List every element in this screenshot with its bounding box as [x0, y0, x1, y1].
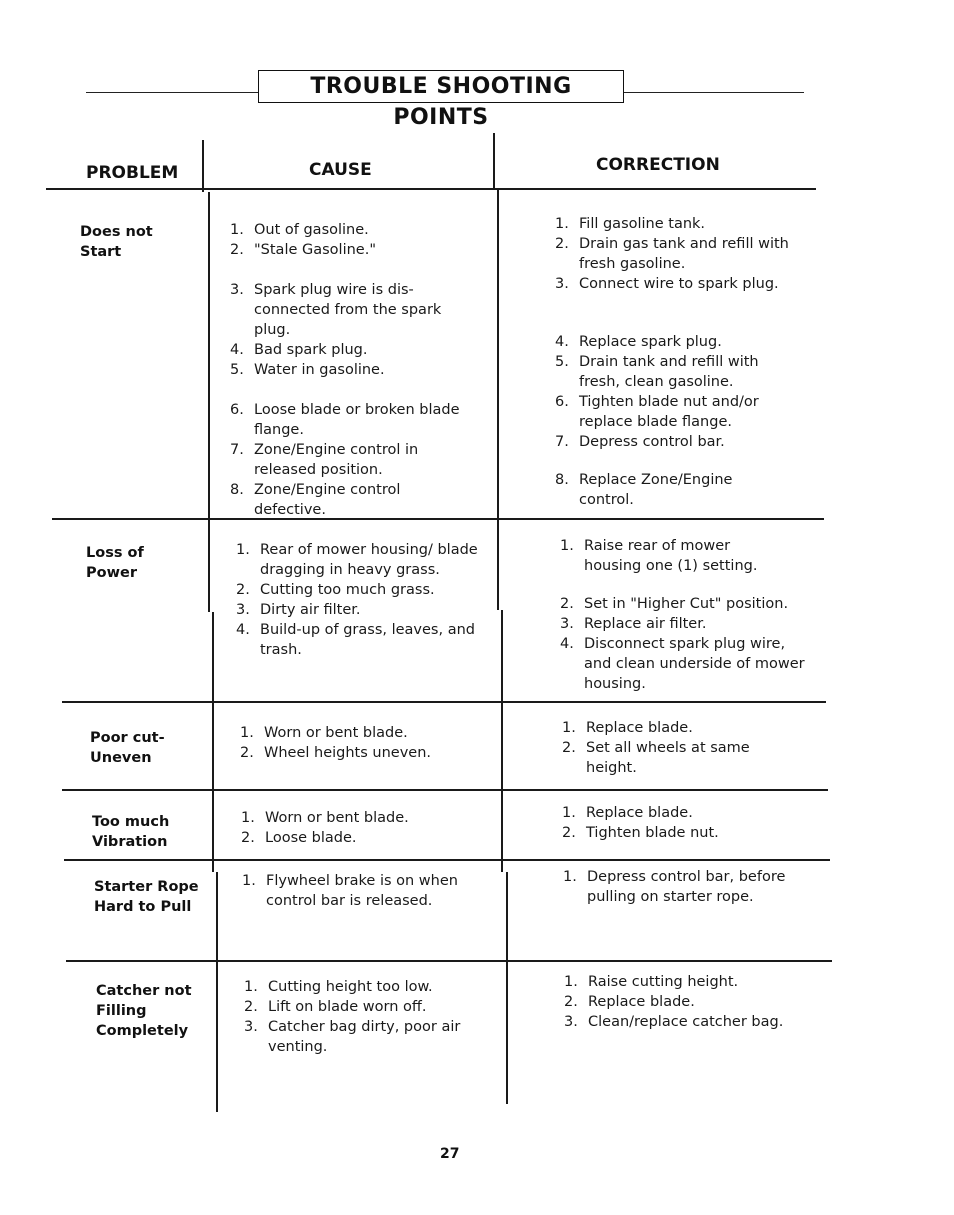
list-item: 1. Fill gasoline tank. — [555, 216, 706, 232]
problem-label: Catcher not Filling Completely — [96, 983, 192, 1039]
list-item: 3. Catcher bag dirty, poor air venting. — [244, 1019, 461, 1055]
problem-label: Starter Rope Hard to Pull — [94, 879, 199, 915]
list-item: 1. Raise cutting height. — [564, 974, 739, 990]
list-item: 3. Spark plug wire is dis-connected from the spark plug. — [230, 282, 442, 338]
divider-cause-correction-body — [497, 190, 499, 610]
list-item: 1. Flywheel brake is on when control bar is released. — [242, 873, 458, 909]
list-item: 4. Build-up of grass, leaves, and trash. — [236, 622, 475, 658]
cause-list — [240, 723, 480, 763]
list-item: 8. Replace Zone/Engine control. — [555, 472, 733, 508]
list-item: 8. Zone/Engine control defective. — [230, 482, 401, 518]
row-rule — [62, 789, 828, 791]
cause-list — [241, 808, 481, 848]
problem-label: Too much Vibration — [92, 814, 170, 850]
row-rule — [66, 960, 832, 962]
list-item: 7. Depress control bar. — [555, 434, 725, 450]
list-item: 3. Dirty air filter. — [236, 602, 361, 618]
list-item: 2. "Stale Gasoline." — [230, 242, 376, 258]
list-item: 1. Replace blade. — [562, 805, 693, 821]
list-item: 4. Disconnect spark plug wire, and clean underside of mower housing. — [560, 636, 805, 692]
header-problem: PROBLEM — [86, 163, 179, 183]
list-item: 2. Set all wheels at same height. — [562, 740, 750, 776]
list-item: 2. Loose blade. — [241, 830, 357, 846]
list-item: 1. Raise rear of mower housing one (1) setting. — [560, 538, 758, 574]
list-item: 2. Replace blade. — [564, 994, 695, 1010]
title-rule-right — [624, 92, 804, 93]
title-rule-left — [86, 92, 258, 93]
header-cause: CAUSE — [309, 160, 372, 180]
list-item: 2. Wheel heights uneven. — [240, 745, 431, 761]
list-item: 1. Worn or bent blade. — [240, 725, 408, 741]
list-item: 3. Replace air filter. — [560, 616, 707, 632]
correction-list — [564, 972, 804, 1032]
correction-list — [560, 536, 805, 694]
list-item: 7. Zone/Engine control in released position. — [230, 442, 419, 478]
correction-list — [555, 214, 795, 510]
divider-cause-correction-body — [501, 610, 503, 872]
row-rule — [62, 701, 826, 703]
list-item: 2. Drain gas tank and refill with fresh gasoline. — [555, 236, 789, 272]
problem-label: Poor cut- Uneven — [90, 730, 165, 766]
cause-list — [244, 977, 484, 1057]
list-item: 2. Lift on blade worn off. — [244, 999, 427, 1015]
list-item: 1. Depress control bar, before pulling on starter rope. — [563, 869, 786, 905]
list-item: 2. Set in "Higher Cut" position. — [560, 596, 789, 612]
row-rule — [64, 859, 830, 861]
list-item: 6. Tighten blade nut and/or replace blade flange. — [555, 394, 759, 430]
list-item: 1. Replace blade. — [562, 720, 693, 736]
divider-cause-correction-body — [506, 872, 508, 1104]
correction-list — [562, 718, 802, 778]
problem-label: Loss of Power — [86, 545, 144, 581]
row-rule-header — [46, 188, 816, 190]
list-item: 4. Replace spark plug. — [555, 334, 722, 350]
list-item: 2. Tighten blade nut. — [562, 825, 719, 841]
divider-problem-cause — [202, 140, 204, 192]
list-item: 1. Worn or bent blade. — [241, 810, 409, 826]
cause-list — [242, 871, 482, 911]
divider-problem-cause-body — [216, 872, 218, 1112]
divider-problem-cause-body — [208, 192, 210, 612]
list-item: 5. Water in gasoline. — [230, 362, 385, 378]
page-title: TROUBLE SHOOTING POINTS — [258, 70, 624, 103]
list-item: 5. Drain tank and refill with fresh, clean gasoline. — [555, 354, 759, 390]
list-item: 1. Out of gasoline. — [230, 222, 369, 238]
list-item: 1. Rear of mower housing/ blade dragging in heavy grass. — [236, 542, 478, 578]
list-item: 3. Clean/replace catcher bag. — [564, 1014, 784, 1030]
list-item: 6. Loose blade or broken blade flange. — [230, 402, 460, 438]
divider-cause-correction — [493, 133, 495, 189]
divider-problem-cause-body — [212, 612, 214, 872]
cause-list — [230, 220, 470, 520]
header-correction: CORRECTION — [596, 155, 720, 175]
problem-label: Does not Start — [80, 224, 153, 260]
cause-list — [236, 540, 476, 660]
list-item: 1. Cutting height too low. — [244, 979, 433, 995]
correction-list — [562, 803, 802, 843]
correction-list — [563, 867, 803, 907]
list-item: 2. Cutting too much grass. — [236, 582, 435, 598]
list-item: 4. Bad spark plug. — [230, 342, 368, 358]
list-item: 3. Connect wire to spark plug. — [555, 276, 779, 292]
page-number: 27 — [440, 1146, 460, 1162]
